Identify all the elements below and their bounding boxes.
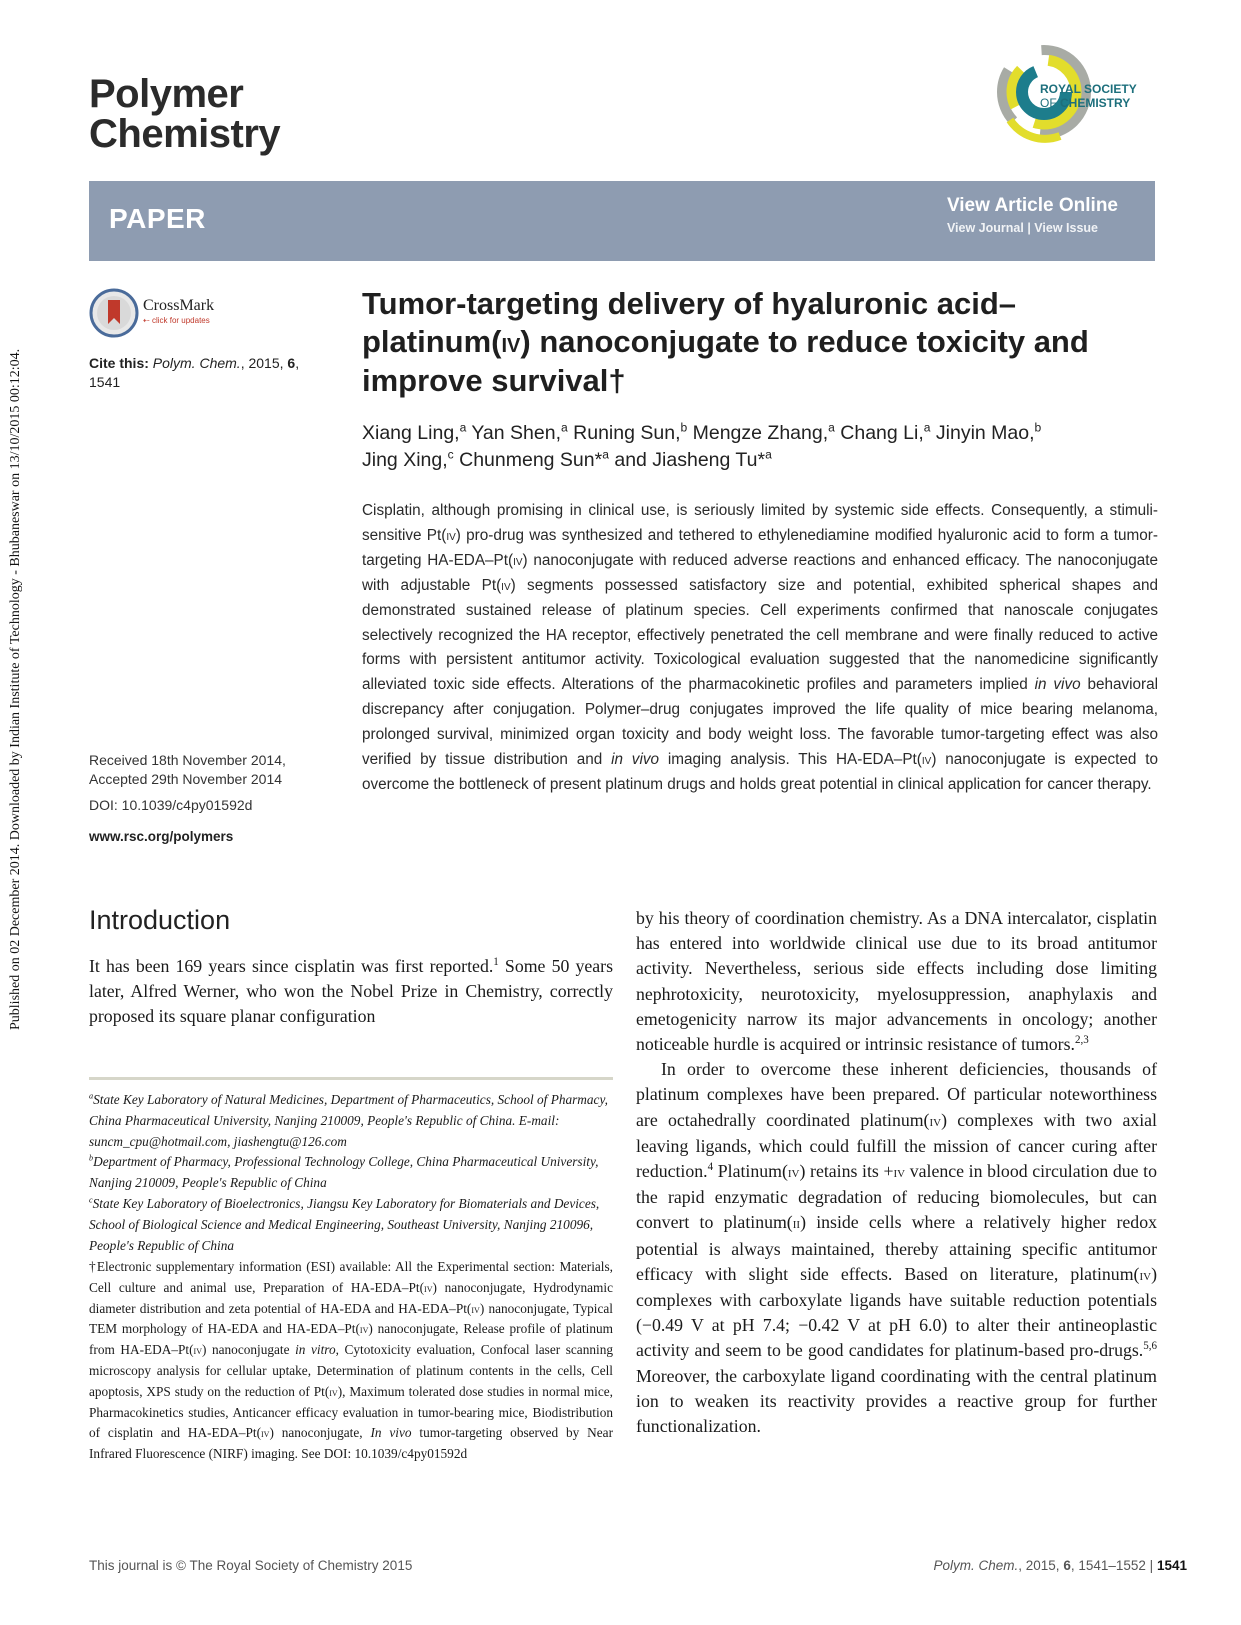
article-title: Tumor-targeting delivery of hyaluronic acid–platinum(iv) nanoconjugate to reduce toxicity and improve survival† (362, 286, 1089, 398)
footer-copyright: This journal is © The Royal Society of Chemistry 2015 (89, 1558, 413, 1573)
author: Jinyin Mao,$^b$ (935, 420, 1042, 444)
accepted-date: Accepted 29th November 2014 (89, 771, 283, 787)
crossmark-label: CrossMark (143, 297, 215, 314)
banner-separator: | (1027, 221, 1031, 235)
rsc-logo-wordmark: ROYAL SOCIETY OF CHEMISTRY (1040, 82, 1137, 110)
view-journal-link[interactable]: View Journal (946, 221, 1024, 235)
paragraph: by his theory of coordination chemistry. As a DNA intercalator, cisplatin has entered into worldwide clinical use due to its broad antitumor activity. Nevertheless, serious side effects including dose limiting nephrotoxicity, neurotoxicity, myelosuppression, anaphylaxis and emetogenicity narrow its major advancements in oncology; another noticeable hurdle is acquired or intrinsic resistance of tumors.$^{2,3}$ (636, 908, 1157, 1055)
article-type-banner (89, 181, 1155, 261)
received-date: Received 18th November 2014, (89, 752, 286, 768)
reference-link[interactable]: 4 (707, 1161, 714, 1174)
received-dates (89, 751, 286, 789)
page-number: 1541 (1156, 1558, 1187, 1573)
crossmark-badge[interactable] (89, 288, 215, 343)
reference-link[interactable]: 5,6 (1143, 1340, 1157, 1353)
author: and Jiasheng Tu*$^a$ (614, 447, 772, 471)
footnote-divider (89, 1077, 613, 1080)
introduction-column-2 (636, 906, 1157, 1439)
reference-link[interactable]: 1 (493, 956, 499, 969)
author: Yan Shen,$^a$ (471, 420, 568, 444)
affiliation: $^b$Department of Pharmacy, Professional Technology College, China Pharmaceutical University, Nanjing 210009, People's Republic of China (89, 1153, 599, 1191)
reference-link[interactable]: 2,3 (1074, 1034, 1089, 1047)
citation: Cite this: Polym. Chem., 2015, 6, 1541 (89, 355, 300, 390)
doi[interactable]: DOI: 10.1039/c4py01592d (89, 797, 253, 813)
view-issue-link[interactable]: View Issue (1034, 221, 1098, 235)
crossmark-icon (89, 288, 139, 338)
affiliation: $^c$State Key Laboratory of Bioelectronics, Jiangsu Key Laboratory for Biomaterials and Devices, School of Biological Science and Medical Engineering, Southeast University, Nanjing 210096, People's Republic of China (89, 1195, 600, 1253)
author: Chunmeng Sun*$^a$ (459, 447, 609, 471)
author: Xiang Ling,$^a$ (362, 420, 467, 444)
esi-footnote: †Electronic supplementary information (ESI) available: All the Experimental section: Materials, Cell culture and animal use, Preparation of HA-EDA–Pt(iv) nanoconjugate, Hydrodynamic diameter distribution and zeta potential of HA-EDA and HA-EDA–Pt(iv) nanoconjugate, Typical TEM morphology of HA-EDA and HA-EDA–Pt(iv) nanoconjugate, Release profile of platinum from HA-EDA–Pt(iv) nanoconjugate in vitro, Cytotoxicity evaluation, Confocal laser scanning microscopy analysis for cellular uptake, Determination of platinum contents in the cells, Cell apoptosis, XPS study on the reduction of Pt(iv), Maximum tolerated dose studies in normal mice, Pharmacokinetics studies, Anticancer efficacy evaluation in tumor-bearing mice, Biodistribution of cisplatin and HA-EDA–Pt(iv) nanoconjugate, In vivo tumor-targeting observed by Near Infrared Fluorescence (NIRF) imaging. See DOI: 10.1039/c4py01592d (89, 1259, 614, 1462)
author: Runing Sun,$^b$ (573, 420, 688, 444)
author: Chang Li,$^a$ (840, 420, 931, 444)
footer-citation: Polym. Chem., 2015, 6, 1541–1552 | 1541 (933, 1558, 1187, 1573)
journal-url-link[interactable]: www.rsc.org/polymers (89, 829, 234, 844)
publication-download-note: Published on 02 December 2014. Downloaded by Indian Institute of Technology - Bhubaneswar on 13/10/2015 00:12:04. (8, 348, 23, 1030)
article-type-label: PAPER (109, 203, 206, 234)
crossmark-sub-label: ⇠ click for updates (143, 316, 210, 325)
author-list (362, 420, 1142, 474)
journal-title-line1: Polymer (89, 72, 244, 116)
view-article-online-link[interactable]: View Article Online (946, 195, 1118, 216)
affiliation: $^a$State Key Laboratory of Natural Medicines, Department of Pharmaceutics, School of Pharmacy, China Pharmaceutical University, Nanjing 210009, People's Republic of China. E-mail: suncm_cpu@hotmail.com, jiashengtu@126.com (89, 1091, 608, 1149)
journal-title-line2: Chemistry (89, 112, 281, 156)
rsc-logo[interactable] (990, 40, 1150, 155)
affiliations (89, 1090, 613, 1256)
author: Jing Xing,$^c$ (362, 447, 454, 471)
introduction-column-1: It has been 169 years since cisplatin was first reported.$^1$ Some 50 years later, Alfred Werner, who won the Nobel Prize in Chemistry, correctly proposed its square planar configuration (89, 956, 613, 1026)
abstract: Cisplatin, although promising in clinical use, is seriously limited by systemic side effects. Consequently, a stimuli-sensitive Pt(iv) pro-drug was synthesized and tethered to ethylenediamine modified hyaluronic acid to form a tumor-targeting HA-EDA–Pt(iv) nanoconjugate with reduced adverse reactions and enhanced efficacy. The nanoconjugate with adjustable Pt(iv) segments possessed satisfactory size and potential, exhibited spherical shapes and demonstrated sustained release of platinum species. Cell experiments confirmed that nanoscale conjugates selectively recognized the HA receptor, effectively penetrated the cell membrane and were finally reduced to active forms with persistent antitumor activity. Toxicological evaluation suggested that the nanomedicine significantly alleviated toxic side effects. Alterations of the pharmacokinetic profiles and parameters implied in vivo behavioral discrepancy after conjugation. Polymer–drug conjugates improved the life quality of mice bearing melanoma, prolonged survival, minimized organ toxicity and body weight loss. The favorable tumor-targeting effect was also verified by tissue distribution and in vivo imaging analysis. This HA-EDA–Pt(iv) nanoconjugate is expected to overcome the bottleneck of present platinum drugs and holds great potential in clinical application for cancer therapy. (362, 502, 1159, 793)
journal-title (89, 74, 280, 154)
section-heading-introduction: Introduction (89, 905, 231, 935)
paragraph: In order to overcome these inherent deficiencies, thousands of platinum complexes have been prepared. Of particular noteworthiness are octahedrally coordinated platinum(iv) complexes with two axial leaving ligands, which could fulfill the mission of cancer curing after reduction.$^4$ Platinum(iv) retains its +iv valence in blood circulation due to the rapid enzymatic degradation of reducing biomolecules, but can convert to platinum(ii) inside cells where a relatively higher redox potential is always maintained, thereby attaining specific antitumor efficacy with slight side effects. Based on literature, platinum(iv) complexes with carboxylate ligands have suitable reduction potentials (−0.49 V at pH 7.4; −0.42 V at pH 6.0) to alter their antineoplastic activity and seem to be good candidates for platinum-based pro-drugs.$^{5,6}$ Moreover, the carboxylate ligand coordinating with the central platinum ion to weaken its reactivity provides a reactive group for further functionalization. (636, 1059, 1157, 1437)
author: Mengze Zhang,$^a$ (692, 420, 835, 444)
banner-links (947, 221, 1098, 235)
